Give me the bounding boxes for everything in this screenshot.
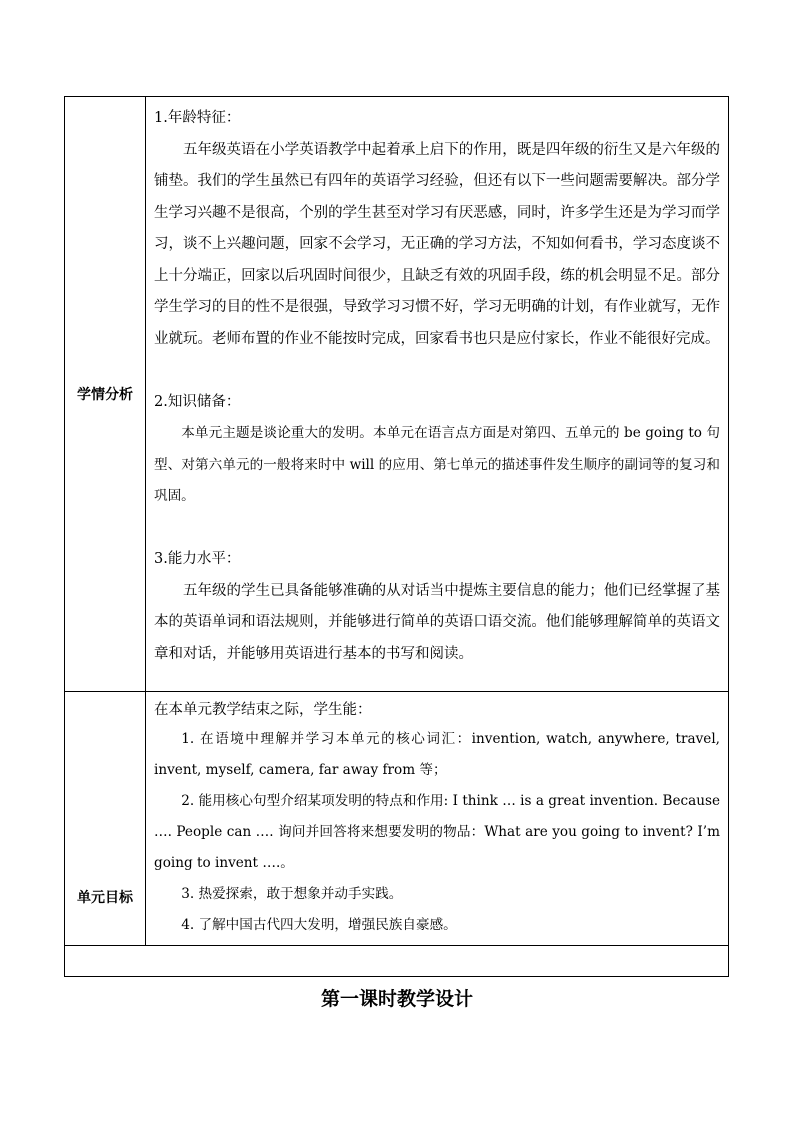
goals-content [146, 692, 729, 946]
age-heading: 1.年龄特征： [154, 110, 241, 126]
spacer [154, 513, 720, 545]
goal-item-3: 3. 热爱探索，敢于想象并动手实践。 [181, 886, 403, 902]
goals-intro: 在本单元教学结束之际，学生能： [154, 702, 372, 718]
empty-row [65, 946, 729, 977]
lesson-plan-table [64, 96, 729, 977]
goals-label: 单元目标 [65, 692, 146, 946]
goal-item-4: 4. 了解中国古代四大发明，增强民族自豪感。 [181, 917, 457, 933]
analysis-content [146, 97, 729, 692]
goals-row [65, 692, 729, 946]
section-title: 第一课时教学设计 [320, 988, 473, 1010]
knowledge-heading: 2.知识储备： [154, 393, 241, 410]
age-text: 五年级英语在小学英语教学中起着承上启下的作用，既是四年级的衍生又是六年级的铺垫。我们的学生虽然已有四年的英语学习经验，但还有以下一些问题需要解决。部分学生学习兴趣不是很高，个别的学生甚至对学习有厌恶感，同时，许多学生还是为学习而学习，谈不上兴趣问题，回家不会学习，无正确的学习方法，不知如何看书，学习态度谈不上十分端正，回家以后巩固时间很少，且缺乏有效的巩固手段，练的机会明显不足。部分学生学习的目的性不是很强，导致学习习惯不好，学习无明确的计划，有作业就写，无作业就玩。老师布置的作业不能按时完成，回家看书也只是应付家长，作业不能很好完成。 [154, 141, 720, 347]
empty-cell [65, 946, 729, 977]
analysis-row [65, 97, 729, 692]
goal-item-1: 1. 在语境中理解并学习本单元的核心词汇：invention, watch, anywhere, travel, invent, myself, camera, far away from 等； [154, 731, 720, 778]
ability-text: 五年级的学生已具备能够准确的从对话当中提炼主要信息的能力；他们已经掌握了基本的英语单词和语法规则，并能够进行简单的英语口语交流。他们能够理解简单的英语文章和对话，并能够用英语进行基本的书写和阅读。 [154, 582, 720, 662]
goal-item-2: 2. 能用核心句型介绍某项发明的特点和作用: I think … is a great invention. Because …. People can …. 询问并回答将来想要发明的物品：What are you going to invent? I’m going to invent ….。 [154, 793, 720, 871]
ability-heading: 3.能力水平： [154, 551, 241, 567]
analysis-label: 学情分析 [65, 97, 146, 692]
knowledge-text: 本单元主题是谈论重大的发明。本单元在语言点方面是对第四、五单元的 be going to 句型、对第六单元的一般将来时中 will 的应用、第七单元的描述事件发生顺序的副词等的复习和巩固。 [154, 425, 720, 504]
spacer [154, 355, 720, 387]
